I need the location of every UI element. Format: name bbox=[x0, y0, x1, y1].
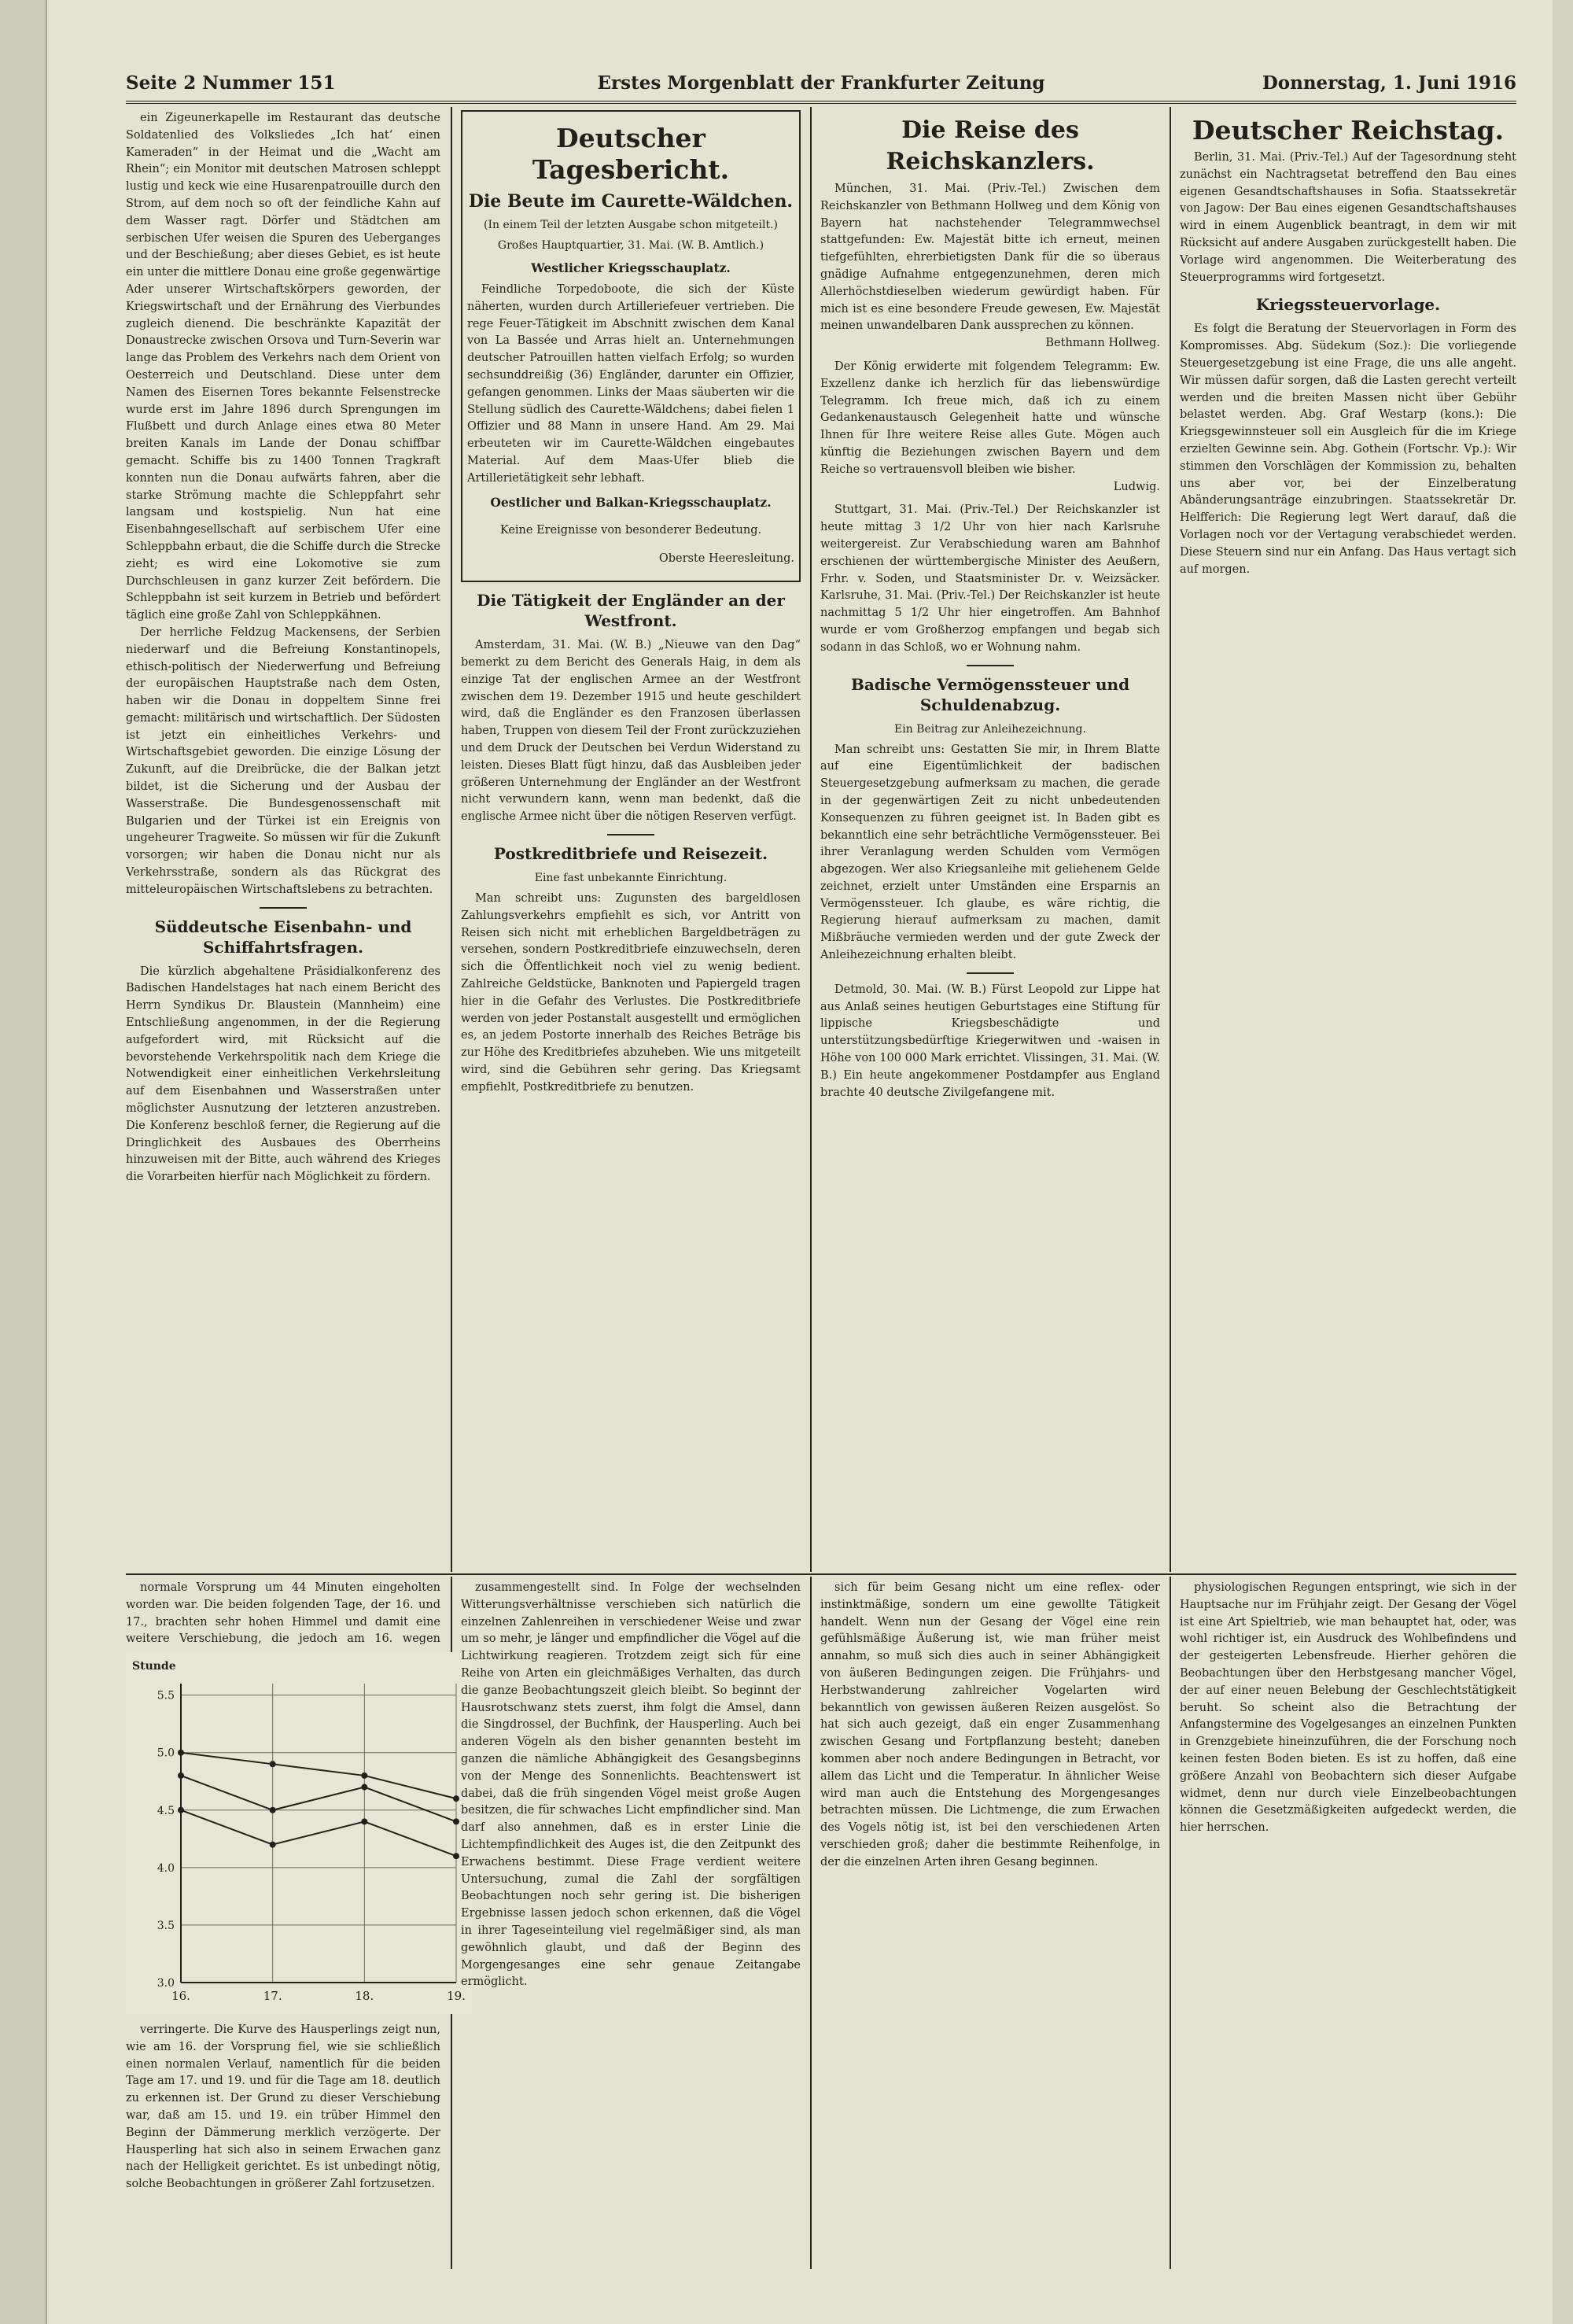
article-headline: Die Reise des Reichskanzlers. bbox=[886, 116, 1095, 175]
article-text: Stuttgart, 31. Mai. (Priv.-Tel.) Der Reichskanzler ist heute mittag 3 1/2 Uhr von hier nach Karlsruhe weitergereist. Zur Verabschiedung waren am Bahnhof erschienen der württembergische Minister des Aeußern, Frhr. v. Soden, und Staatsminister Dr. v. Weizsäcker. Karlsruhe, 31. Mai. (Priv.-Tel.) Der Reichskanzler ist heute nachmittag 5 1/2 Uhr hier eingetroffen. Am Bahnhof wurde er vom Großherzog empfangen und begab sich sodann in das Schloß, wo er Wohnung nahm. bbox=[820, 504, 1160, 654]
column-rule bbox=[451, 107, 452, 1572]
article-text: normale Vorsprung um 44 Minuten eingeholten worden war. Die beiden folgenden Tage, der 16. und 17., brachten sehr hohen Himmel und damit eine weitere Verschiebung, die jedoch am 16. wegen bbox=[126, 1581, 440, 1646]
signature: Bethmann Hollweg. bbox=[1045, 337, 1160, 350]
y-tick-label: 4.5 bbox=[157, 1804, 175, 1817]
article-text: Der König erwiderte mit folgendem Telegramm: Ew. Exzellenz danke ich herzlich für das liebenswürdige Telegramm. Ich freue mich, daß ich zu einem Gedankenaustausch Gelegenheit hatte und wünsche Ihnen für Ihre weitere Reise alles Gute. Mögen auch künftig die Beziehungen zwischen Bayern und dem Reiche so vertrauensvoll bleiben wie bisher. bbox=[820, 360, 1160, 476]
article-text: Die kürzlich abgehaltene Präsidialkonferenz des Badischen Handelstages hat nach einem Bericht des Herrn Syndikus Dr. Blaustein (Mannheim) eine Entschließung angenommen, in der die Regierung aufgefordert wird, mit Rücksicht auf die bevorstehende Verkehrspolitik nach dem Kriege die Notwendigkeit einer einheitlichen Verkehrsleitung auf dem Eisenbahnen und Wasserstraßen unter möglichster Ausnutzung der letzteren anzustreben. Die Konferenz beschloß ferner, die Regierung auf die Dringlichkeit des Ausbaues des Oberrheins hinzuweisen mit der Bitte, auch während des Krieges die Vorarbeiten hierfür nach Möglichkeit zu fördern. bbox=[126, 965, 440, 1184]
article-text: Feindliche Torpedoboote, die sich der Küste näherten, wurden durch Artilleriefeuer vertrieben. Die rege Feuer-Tätigkeit im Abschnitt zwischen dem Kanal von La Bassée und Arras hielt an. Unternehmungen deutscher Patrouillen hatten vielfach Erfolg; so wurden sechsunddreißig (36) Engländer, darunter ein Offizier, gefangen genommen. Links der Maas säuberten wir die Stellung südlich des Caurette-Wäldchens; dabei fielen 1 Offizier und 88 Mann in unsere Hand. Am 29. Mai erbeuteten wir im Caurette-Wäldchen eingebautes Material. Auf dem Maas-Ufer blieb die Artillerietätigkeit sehr lebhaft. bbox=[467, 283, 794, 485]
section-head: Oestlicher und Balkan-Kriegsschauplatz. bbox=[490, 494, 772, 510]
binding-strip bbox=[0, 0, 47, 2324]
feuilleton-col-4 bbox=[1180, 1580, 1516, 2269]
feuilleton-col-1-bottom bbox=[126, 2022, 440, 2269]
signature: Oberste Heeresleitung. bbox=[658, 552, 794, 566]
issue-date: Donnerstag, 1. Juni 1916 bbox=[1262, 72, 1516, 94]
page-number: Seite 2 Nummer 151 bbox=[126, 72, 336, 94]
article-text: ein Zigeunerkapelle im Restaurant das deutsche Soldatenlied des Volksliedes „Ich hat‘ einen Kameraden“ in der Heimat und die „Wacht am Rhein“; ein Monitor mit deutschen Matrosen schleppt lustig und keck wie eine Husarenpatrouille durch den Strom, auf dem noch so oft der feindliche Kahn auf dem Wasser ragt. Dörfer und Städtchen am serbischen Ufer weisen die Spuren des Ueberganges und der Beschießung; aber dieses Gebiet, es ist heute ein unter die mittlere Donau eine große gegenwärtige Ader unserer Wirtschaftskörpers geworden, der Kriegswirtschaft und der Ernährung des Vierbundes zugleich dienend. Die beschränkte Kapazität der Donaustrecke zwischen Orsova und Turn-Severin war lange das Problem des Verkehrs nach dem Orient von Oesterreich und Deutschland. Diese unter dem Namen des Eisernen Tores bekannte Felsenstrecke wurde erst im Jahre 1896 durch Sprengungen im Flußbett und durch Anlage eines etwa 80 Meter breiten Kanals im Lande der Donau schiffbar gemacht. Schiffe bis zu 1400 Tonnen Tragkraft konnten nun die Donau aufwärts fahren, aber die starke Strömung machte die Schleppfahrt sehr langsam und kostspielig. Nun hat eine Eisenbahngesellschaft auf serbischem Ufer eine Schleppbahn erbaut, die die Schiffe durch die Strecke zieht; es wird eine Lokomotive sie zum Durchschleusen in ganz kurzer Zeit befördern. Die Schleppbahn ist seit kurzem in Betrieb und befördert täglich eine große Zahl von Schleppkähnen. bbox=[126, 112, 440, 622]
article-text: Man schreibt uns: Gestatten Sie mir, in Ihrem Blatte auf eine Eigentümlichkeit der badischen Steuergesetzgebung aufmerksam zu machen, die gerade in der gegenwärtigen Zeit zu nicht unbedeutenden Konsequenzen zu führen geeignet ist. In Baden gibt es bekanntlich eine sehr beträchtliche Vermögenssteuer. Bei ihrer Veranlagung werden Schulden vom Vermögen abgezogen. Wer also Kriegsanleihe mit geliehenem Gelde zeichnet, erzielt unter Umständen eine Ersparnis an Vermögenssteuer. Ich glaube, es wäre richtig, die Regierung hierauf aufmerksam zu machen, damit Mißbräuche vermieden werden und der gute Zweck der Anleihezeichnung erhalten bleibt. bbox=[820, 743, 1160, 962]
x-tick-label: 19. bbox=[447, 1989, 466, 2003]
article-text: München, 31. Mai. (Priv.-Tel.) Zwischen dem Reichskanzler von Bethmann Hollweg und dem König von Bayern hat nachstehender Telegrammwechsel stattgefunden: Ew. Majestät bitte ich erneut, meinen tiefgefühlten, ehrerbietigsten Dank für die so überaus gnädige Aufnahme entgegenzunehmen, deren mich Allerhöchstdieselben wiederum gewürdigt haben. Für mich ist es eine besondere Freude gewesen, Ew. Majestät meinen unwandelbaren Dank aussprechen zu können. bbox=[820, 183, 1160, 333]
feuilleton-col-2 bbox=[461, 1580, 801, 2269]
article-text: zusammengestellt sind. In Folge der wechselnden Witterungsverhältnisse verschieben sich natürlich die einzelnen Zahlenreihen in verschiedener Weise und zwar um so mehr, je länger und empfindlicher die Vögel auf die Lichtwirkung reagieren. Trotzdem zeigt sich für eine Reihe von Arten ein gleichmäßiges Verhalten, das durch die ganze Beobachtungszeit gleich bleibt. So beginnt der Hausrotschwanz stets zuerst, ihm folgt die Amsel, dann die Singdrossel, der Buchfink, der Hausperling. Auch bei anderen Vögeln als den bisher genannten besteht im ganzen die nämliche Abhängigkeit des Gesangsbeginns von der Menge des Sonnenlichts. Beachtenswert ist dabei, daß die früh singenden Vögel meist große Augen besitzen, die für schwaches Licht empfindlicher sind. Man darf also annehmen, daß es in erster Linie die Lichtempfindlichkeit des Auges ist, die den Zeitpunkt des Erwachens bestimmt. Diese Frage verdient weitere Untersuchung, zumal die Zahl der sorgfältigen Beobachtungen noch sehr gering ist. Die bisherigen Ergebnisse lassen jedoch schon erkennen, daß die Vögel in ihrer Tageseinteilung viel regelmäßiger sind, als man gewöhnlich glaubt, und daß der Beginn des Morgengesanges eine sehr genaue Zeitangabe ermöglicht. bbox=[461, 1581, 801, 1989]
feuilleton-col-3 bbox=[820, 1580, 1160, 2269]
masthead bbox=[126, 69, 1516, 104]
report-box bbox=[461, 110, 801, 582]
column-rule bbox=[1170, 1577, 1171, 2269]
article-headline: Deutscher Reichstag. bbox=[1192, 115, 1505, 146]
line-chart bbox=[126, 1652, 472, 2014]
y-tick-label: 5.0 bbox=[157, 1747, 175, 1760]
article-headline: Postkreditbriefe und Reisezeit. bbox=[493, 843, 768, 863]
column-4 bbox=[1180, 110, 1516, 1570]
data-point bbox=[178, 1750, 184, 1756]
article-headline: Die Tätigkeit der Engländer an der Westfront. bbox=[477, 591, 785, 631]
article-headline: Süddeutsche Eisenbahn- und Schiffahrtsfragen. bbox=[154, 917, 412, 957]
separator bbox=[260, 907, 307, 909]
column-1 bbox=[126, 110, 440, 1570]
data-point bbox=[361, 1784, 367, 1791]
article-subheadline: Die Beute im Caurette-Wäldchen. bbox=[468, 191, 794, 212]
article-text: Detmold, 30. Mai. (W. B.) Fürst Leopold zur Lippe hat aus Anlaß seines heutigen Geburtstages eine Stiftung für lippische Kriegsbeschädigte und unterstützungsbedürftige Kriegerwitwen und -waisen in Höhe von 100 000 Mark errichtet. Vlissingen, 31. Mai. (W. B.) Ein heute angekommener Postdampfer aus England brachte 40 deutsche Zivilgefangene mit. bbox=[820, 983, 1160, 1099]
data-point bbox=[453, 1853, 459, 1859]
article-text: Berlin, 31. Mai. (Priv.-Tel.) Auf der Tagesordnung steht zunächst ein Nachtragsetat betreffend den Bau eines eigenen Gesandtschaftshauses in Sofia. Staatssekretär von Jagow: Der Bau eines eigenen Gesandtschaftshauses wird in einem Augenblick beantragt, in dem wir mit Rücksicht auf andere Ausgaben zurückgestellt haben. Die Vorlage wird angenommen. Die Weiterberatung des Steuerprogramms wird fortgesetzt. bbox=[1180, 151, 1516, 284]
x-tick-label: 16. bbox=[171, 1989, 190, 2003]
y-tick-label: 3.5 bbox=[157, 1919, 175, 1932]
article-text: sich für beim Gesang nicht um eine reflex- oder instinktmäßige, sondern um eine gewollte Tätigkeit handelt. Wenn nun der Gesang der Vögel eine rein gefühlsmäßige Äußerung ist, wie man früher meist annahm, so muß sich dies auch in seiner Abhängigkeit von äußeren Bedingungen zeigen. Die Frühjahrs- und Herbstwanderung zahlreicher Vogelarten wird bekanntlich von gewissen äußeren Reizen ausgelöst. So hat sich auch gezeigt, daß ein enger Zusammenhang zwischen Gesang und Fortpflanzung besteht; daneben kommen aber noch andere Bedingungen in Betracht, vor allem das Licht und die Temperatur. In ähnlicher Weise wird man auch die Entstehung des Morgengesanges betrachten müssen. Die Lichtmenge, die zum Erwachen des Vogels nötig ist, ist bei den verschiedenen Arten verschieden groß; daher die bestimmte Reihenfolge, in der die einzelnen Arten ihren Gesang beginnen. bbox=[820, 1581, 1160, 1868]
article-text: Amsterdam, 31. Mai. (W. B.) „Nieuwe van den Dag“ bemerkt zu dem Bericht des Generals Haig, in dem als einzige Tat der englischen Armee an der Westfront zwischen dem 19. Dezember 1915 und heute geschildert wird, daß die Engländer es den Franzosen überlassen haben, Truppen von diesem Teil der Front zurückzuziehen und dem Druck der Deutschen bei Verdun Widerstand zu leisten. Dieses Blatt fügt hinzu, daß das Ausbleiben jeder größeren Unternehmung der Engländer an der Westfront nicht verwundern kann, wenn man bedenkt, daß die englische Armee nicht über die nötigen Reserven verfügt. bbox=[461, 639, 801, 824]
chart-bg bbox=[126, 1652, 472, 2014]
article-text: Man schreibt uns: Zugunsten des bargeldlosen Zahlungsverkehrs empfiehlt es sich, vor Antritt von Reisen sich nicht mit erheblichen Bargeldbeträgen zu versehen, sondern Postkreditbriefe einzuwechseln, deren sich die Öffentlichkeit noch viel zu wenig bedient. Zahlreiche Geldstücke, Banknoten und Papiergeld tragen hier in die Gefahr des Verlustes. Die Postkreditbriefe werden von jeder Postanstalt ausgestellt und ermöglichen es, an jedem Postorte innerhalb des Reiches Beträge bis zur Höhe des Kreditbriefes abzuheben. Wie uns mitgeteilt wird, sind die Gebühren sehr gering. Das Kriegsamt empfiehlt, Postkreditbriefe zu benutzen. bbox=[461, 891, 801, 1094]
column-2 bbox=[461, 110, 801, 1570]
column-rule bbox=[1170, 107, 1171, 1572]
column-3 bbox=[820, 110, 1160, 1570]
data-point bbox=[453, 1795, 459, 1802]
data-point bbox=[270, 1807, 276, 1813]
page-edge bbox=[1553, 0, 1573, 2324]
x-tick-label: 17. bbox=[263, 1989, 282, 2003]
section-rule bbox=[126, 1573, 1516, 1575]
data-point bbox=[361, 1773, 367, 1779]
y-axis-caption: Stunde bbox=[132, 1660, 176, 1673]
feuilleton-col-1-top bbox=[126, 1580, 440, 1649]
data-point bbox=[270, 1842, 276, 1848]
article-subheadline: Eine fast unbekannte Einrichtung. bbox=[534, 871, 728, 884]
article-text: Der herrliche Feldzug Mackensens, der Serbien niederwarf und die Befreiung Konstantinopels, ethisch-politisch der Niederwerfung und Befreiung der europäischen Hauptstraße nach dem Osten, haben wir die Donau in doppeltem Sinne frei gemacht: militärisch und wirtschaftlich. Der Südosten ist jetzt ein einheitliches Verkehrs- und Wirtschaftsgebiet geworden. Die einzige Lösung der Zukunft, auf die Dreibrücke, die der Balkan jetzt bildet, ist die Sicherung und der Ausbau der Wasserstraße. Die Bundesgenossenschaft mit Bulgarien und der Türkei ist ein Ereignis von ungeheurer Tragweite. So müssen wir für die Zukunft vorsorgen; wir haben die Donau nicht nur als Verkehrsstraße, sondern als das Rückgrat des mitteleuropäischen Wirtschaftslebens zu betrachten. bbox=[126, 625, 440, 896]
dateline: Großes Hauptquartier, 31. Mai. (W. B. Amtlich.) bbox=[497, 239, 764, 252]
data-point bbox=[361, 1818, 367, 1824]
separator bbox=[607, 834, 654, 836]
data-point bbox=[178, 1807, 184, 1813]
article-subheadline: Ein Beitrag zur Anleihezeichnung. bbox=[894, 722, 1086, 736]
newspaper-name: Erstes Morgenblatt der Frankfurter Zeitung bbox=[597, 72, 1045, 94]
article-note: (In einem Teil der letzten Ausgabe schon mitgeteilt.) bbox=[483, 219, 778, 231]
y-tick-label: 5.5 bbox=[157, 1689, 175, 1702]
data-point bbox=[178, 1773, 184, 1779]
column-rule bbox=[810, 1577, 812, 2269]
article-text: Es folgt die Beratung der Steuervorlagen in Form des Kompromisses. Abg. Südekum (Soz.): Die vorliegende Steuergesetzgebung ist eine Frage, die uns alle angeht. Wir müssen dafür sorgen, daß die Lasten gerecht verteilt werden und die breiten Massen nicht über Gebühr belastet werden. Abg. Graf Westarp (kons.): Die Kriegsgewinnsteuer soll ein Ausgleich für die im Kriege erzielten Gewinne sein. Abg. Gothein (Fortschr. Vp.): Wir stimmen den Vorschlägen der Kommission zu, behalten uns aber vor, bei der Einzelberatung Abänderungsanträge einzubringen. Staatssekretär Dr. Helfferich: Die Regierung legt Wert darauf, daß die Vorlagen noch vor der Vertagung verabschiedet werden. Diese Steuern sind nur ein Anfang. Das Haus vertagt sich auf morgen. bbox=[1180, 323, 1516, 576]
x-tick-label: 18. bbox=[355, 1989, 374, 2003]
article-text: Keine Ereignisse von besonderer Bedeutung. bbox=[499, 524, 762, 537]
section-head: Westlicher Kriegsschauplatz. bbox=[531, 260, 731, 275]
section-head: Kriegssteuervorlage. bbox=[1255, 295, 1441, 315]
signature: Ludwig. bbox=[1113, 480, 1160, 493]
separator bbox=[967, 665, 1014, 666]
column-rule bbox=[810, 107, 812, 1572]
y-tick-label: 4.0 bbox=[157, 1861, 175, 1875]
data-point bbox=[453, 1818, 459, 1824]
article-headline: Deutscher Tagesbericht. bbox=[532, 123, 730, 185]
article-text: verringerte. Die Kurve des Hausperlings zeigt nun, wie am 16. der Vorsprung fiel, wie sie schließlich einen normalen Verlauf, namentlich für die beiden Tage am 17. und 19. und für die Tage am 18. deutlich zu erkennen ist. Der Grund zu dieser Verschiebung war, daß am 15. und 19. ein trüber Himmel den Beginn der Dämmerung merklich verzögerte. Der Hausperling hat sich also in seinem Erwachen ganz nach der Helligkeit gerichtet. Es ist unbedingt nötig, solche Beobachtungen in größerer Zahl fortzusetzen. bbox=[126, 2023, 440, 2191]
data-point bbox=[270, 1761, 276, 1767]
separator bbox=[967, 972, 1014, 974]
article-headline: Badische Vermögenssteuer und Schuldenabzug. bbox=[850, 674, 1130, 714]
y-tick-label: 3.0 bbox=[157, 1977, 175, 1990]
article-text: physiologischen Regungen entspringt, wie sich in der Hauptsache nur im Frühjahr zeigt. Der Gesang der Vögel ist eine Art Spieltrieb, wie man behauptet hat, oder, was wohl richtiger ist, ein Ausdruck des Wohlbefindens und der gesteigerten Lebensfreude. Hierher gehören die Beobachtungen über den Herbstgesang mancher Vögel, der auf einer neuen Belebung der Geschlechtstätigkeit beruht. So scheint also die Betrachtung der Anfangstermine des Vogelgesanges an einzelnen Punkten in Grenzgebiete hineinzuführen, die der Forschung noch keinen festen Boden bieten. Es ist zu hoffen, daß eine größere Anzahl von Beobachtern sich dieser Aufgabe widmet, denn nur durch viele Einzelbeobachtungen können die Gesetzmäßigkeiten aufgedeckt werden, die hier herrschen. bbox=[1180, 1581, 1516, 1835]
